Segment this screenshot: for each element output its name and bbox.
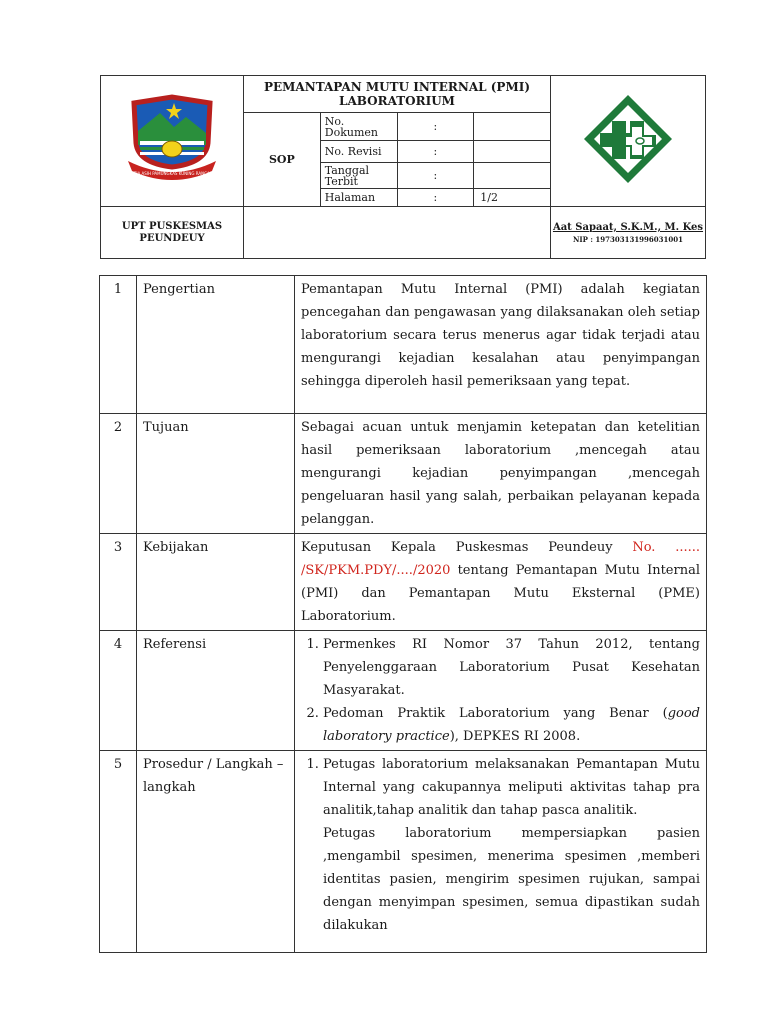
section-label: Tujuan (137, 414, 295, 534)
list-item: 2. Pedoman Praktik Laboratorium yang Benar (good laboratory practice), DEPKES RI 2008. (323, 702, 700, 748)
signer-name: Aat Sapaat, S.K.M., M. Kes (552, 221, 704, 233)
meta-value-halaman: 1/2 (474, 189, 551, 207)
section-text: Pemantapan Mutu Internal (PMI) adalah kegiatan pencegahan dan pengawasan yang dilaksanakan oleh setiap laboratorium secara terus menerus agar tidak terjadi atau mengurangi kejadian kesalahan atau penyimpangan sehingga diperoleh hasil pemeriksaan yang tepat. (295, 276, 707, 414)
section-label: Prosedur / Langkah – langkah (137, 751, 295, 953)
section-label: Referensi (137, 631, 295, 751)
signer-nip: NIP : 197303131996031001 (572, 234, 684, 244)
meta-label-halaman: Halaman (320, 189, 397, 207)
list-item: 1. Permenkes RI Nomor 37 Tahun 2012, tentang Penyelenggaraan Laboratorium Pusat Kesehatan Masyarakat. (323, 633, 700, 702)
regency-emblem-cell (101, 76, 244, 207)
emblem-ribbon-text: SETIA ASIH PAMUNGKAS KUNING RANCAGE (128, 171, 216, 176)
section-label: Kebijakan (137, 534, 295, 631)
section-row-referensi: 4 Referensi 1. Permenkes RI Nomor 37 Tahun 2012, tentang Penyelenggaraan Laboratorium Pusat Kesehatan Masyarakat. 2. Pedoman Praktik Laboratorium yang Benar (good laboratory practice), DEPKES RI 2008. (100, 631, 707, 751)
document-title: PEMANTAPAN MUTU INTERNAL (PMI) LABORATORIUM (244, 76, 551, 113)
section-text: Sebagai acuan untuk menjamin ketepatan dan ketelitian hasil pemeriksaan laboratorium ,mencegah atau mengurangi kejadian penyimpangan ,mencegah pengeluaran hasil yang salah, perbaikan pelayanan kepada pelanggan. (295, 414, 707, 534)
procedure-paragraph: Petugas laboratorium mempersiapkan pasien ,mengambil spesimen, menerima spesimen ,memberi identitas pasien, mengirim spesimen rujukan, sampai dengan menyimpan spesimen, semua dipastikan sudah dilakukan (323, 826, 700, 933)
sop-content-table (99, 275, 707, 953)
section-text: Keputusan Kepala Puskesmas Peundeuy No. ...... /SK/PKM.PDY/..../2020 tentang Pemantapan Mutu Internal (PMI) dan Pemantapan Mutu Eksternal (PME) Laboratorium. (295, 534, 707, 631)
organization-name: UPT PUSKESMAS PEUNDEUY (101, 207, 244, 259)
meta-value-no-dokumen (474, 113, 551, 141)
puskesmas-logo-icon (582, 93, 674, 185)
decree-number: No. ...... /SK/PKM.PDY/..../2020 (301, 540, 700, 578)
meta-value-no-revisi (474, 141, 551, 163)
meta-label-no-dokumen: No. Dokumen (320, 113, 397, 141)
meta-label-tanggal-terbit: Tanggal Terbit (320, 163, 397, 189)
signature-block (551, 207, 706, 259)
section-row-pengertian: 1 Pengertian Pemantapan Mutu Internal (PMI) adalah kegiatan pencegahan dan pengawasan yang dilaksanakan oleh setiap laboratorium secara terus menerus agar tidak terjadi atau mengurangi kejadian kesalahan atau penyimpangan sehingga diperoleh hasil pemeriksaan yang tepat. (100, 276, 707, 414)
section-row-kebijakan: 3 Kebijakan Keputusan Kepala Puskesmas Peundeuy No. ...... /SK/PKM.PDY/..../2020 tentang Pemantapan Mutu Internal (PMI) dan Pemantapan Mutu Eksternal (PME) Laboratorium. (100, 534, 707, 631)
sop-header-table: SETIA ASIH PAMUNGKAS KUNING RANCAGE PEMANTAPAN MUTU INTERNAL (PMI) LABORATORIUM SOP No. Dokumen : No. Revisi : Tanggal Terbit : Halaman : 1/2 UPT PUSKESMAS PEUNDEUY Aat Sapaat, S.K.M., M. Kes NIP : 197303131996031001 (100, 75, 706, 259)
blank-signature-area (244, 207, 551, 259)
regency-emblem-icon (124, 93, 220, 185)
sop-label: SOP (244, 113, 321, 207)
meta-value-tanggal-terbit (474, 163, 551, 189)
section-row-tujuan: 2 Tujuan Sebagai acuan untuk menjamin ketepatan dan ketelitian hasil pemeriksaan laboratorium ,mencegah atau mengurangi kejadian penyimpangan ,mencegah pengeluaran hasil yang salah, perbaikan pelayanan kepada pelanggan. (100, 414, 707, 534)
section-text (295, 631, 707, 751)
meta-label-no-revisi: No. Revisi (320, 141, 397, 163)
section-text (295, 751, 707, 953)
list-item: 1. Petugas laboratorium melaksanakan Pemantapan Mutu Internal yang cakupannya meliputi aktivitas tahap pra analitik,tahap analitik dan tahap pasca analitik. (323, 753, 700, 822)
puskesmas-logo-cell (551, 76, 706, 207)
section-label: Pengertian (137, 276, 295, 414)
section-row-prosedur: 5 Prosedur / Langkah – langkah 1. Petugas laboratorium melaksanakan Pemantapan Mutu Internal yang cakupannya meliputi aktivitas tahap pra analitik,tahap analitik dan tahap pasca analitik. Petugas laboratorium mempersiapkan pasien ,mengambil spesimen, menerima spesimen ,memberi identitas pasien, mengirim spesimen rujukan, sampai dengan menyimpan spesimen, semua dipastikan sudah dilakukan (100, 751, 707, 953)
